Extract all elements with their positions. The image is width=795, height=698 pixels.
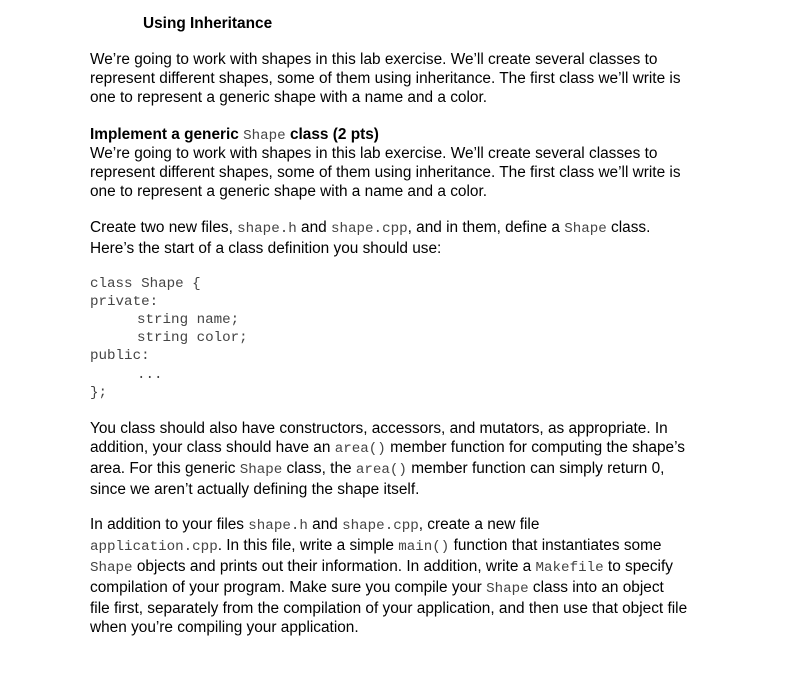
app-text: function that instantiates some bbox=[449, 537, 662, 554]
code-inline: area() bbox=[355, 462, 407, 478]
app-text: file first, separately from the compilation of your application, and then use that object file bbox=[90, 600, 688, 617]
create-text: Create two new files, bbox=[90, 219, 238, 236]
section-line: represent different shapes, some of them using inheritance. The first class we’ll write is bbox=[90, 164, 681, 181]
class-text: member function can simply return 0, bbox=[406, 460, 665, 477]
create-text: and bbox=[296, 219, 331, 236]
intro-line: one to represent a generic shape with a name and a color. bbox=[90, 89, 487, 106]
code-inline: application.cpp bbox=[90, 539, 218, 555]
section-heading-text: Implement a generic bbox=[90, 126, 244, 143]
app-text: , create a new file bbox=[418, 516, 540, 533]
code-inline: shape.h bbox=[237, 221, 297, 237]
app-text: In addition to your files bbox=[90, 516, 249, 533]
app-text: to specify bbox=[603, 558, 673, 575]
section-line: We’re going to work with shapes in this lab exercise. We’ll create several classes to bbox=[90, 145, 658, 162]
app-text: class into an object bbox=[528, 579, 664, 596]
class-text: member function for computing the shape’s bbox=[385, 439, 685, 456]
class-text: You class should also have constructors, accessors, and mutators, as appropriate. In bbox=[90, 420, 668, 437]
section-heading-text: class (2 pts) bbox=[285, 126, 379, 143]
app-text: objects and prints out their information. In addition, write a bbox=[132, 558, 536, 575]
intro-line: We’re going to work with shapes in this lab exercise. We’ll create several classes to bbox=[90, 51, 658, 68]
section-heading-code: Shape bbox=[243, 128, 286, 144]
app-text: when you’re compiling your application. bbox=[90, 619, 359, 636]
code-inline: Shape bbox=[90, 560, 133, 576]
page-title: Using Inheritance bbox=[143, 15, 273, 32]
create-paragraph bbox=[90, 218, 780, 258]
app-text: and bbox=[307, 516, 343, 533]
code-line: public: bbox=[90, 348, 150, 364]
section-heading bbox=[90, 125, 780, 146]
section-paragraph bbox=[90, 144, 780, 201]
application-paragraph bbox=[90, 515, 780, 637]
code-line: private: bbox=[90, 294, 159, 310]
intro-line: represent different shapes, some of them using inheritance. The first class we’ll write is bbox=[90, 70, 681, 87]
code-line: class Shape { bbox=[90, 276, 201, 292]
class-text: since we aren’t actually defining the shape itself. bbox=[90, 481, 420, 498]
intro-paragraph bbox=[90, 50, 780, 107]
section-line: one to represent a generic shape with a name and a color. bbox=[90, 183, 487, 200]
class-text: addition, your class should have an bbox=[90, 439, 335, 456]
app-text: . In this file, write a simple bbox=[217, 537, 399, 554]
class-text: area. For this generic bbox=[90, 460, 240, 477]
app-text: compilation of your program. Make sure you compile your bbox=[90, 579, 487, 596]
code-inline: shape.cpp bbox=[342, 518, 419, 534]
create-text: Here’s the start of a class definition you should use: bbox=[90, 240, 442, 257]
code-line: string color; bbox=[137, 330, 248, 346]
class-paragraph bbox=[90, 419, 780, 499]
code-line: ... bbox=[137, 367, 163, 383]
class-text: class, the bbox=[282, 460, 356, 477]
code-inline: Shape bbox=[239, 462, 283, 478]
code-inline: shape.h bbox=[248, 518, 308, 534]
create-text: , and in them, define a bbox=[407, 219, 565, 236]
code-inline: Makefile bbox=[535, 560, 604, 576]
create-text: class. bbox=[606, 219, 651, 236]
code-line: }; bbox=[90, 385, 108, 401]
code-inline: Shape bbox=[486, 581, 529, 597]
code-line: string name; bbox=[137, 312, 240, 328]
code-inline: area() bbox=[334, 441, 386, 457]
code-inline: main() bbox=[398, 539, 450, 555]
code-inline: Shape bbox=[564, 221, 607, 237]
code-inline: shape.cpp bbox=[330, 221, 408, 237]
